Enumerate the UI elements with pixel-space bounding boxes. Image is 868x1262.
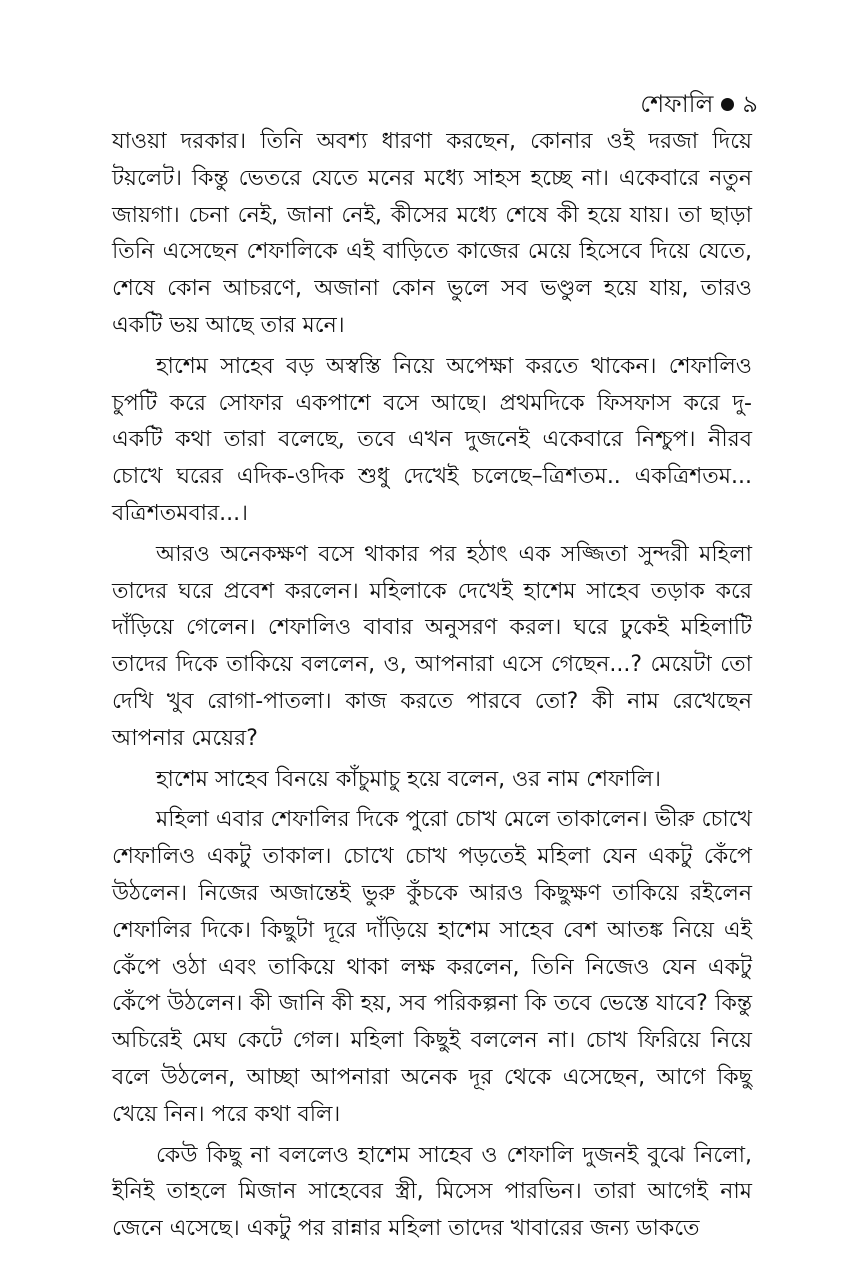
paragraph: হাশেম সাহেব বিনয়ে কাঁচুমাচু হয়ে বলেন, ওর নাম শেফালি। [156, 766, 662, 792]
body-text [112, 124, 752, 1252]
paragraph: যাওয়া দরকার। তিনি অবশ্য ধারণা করছেন, কোনার ওই দরজা দিয়ে টয়লেট। কিন্তু ভেতরে যেতে মনের মধ্যে সাহস হচ্ছে না। একেবারে নতুন জায়গা। চেনা নেই, জানা নেই, কীসের মধ্যে শেষে কী হয়ে যায়। তা ছাড়া তিনি এসেছেন শেফালিকে এই বাড়িতে কাজের মেয়ে হিসেবে দিয়ে যেতে, শেষে কোন আচরণে, অজানা কোন ভুলে সব ভণ্ডুল হয়ে যায়, তারও একটি ভয় আছে তার মনে। [112, 129, 752, 338]
paragraph: আরও অনেকক্ষণ বসে থাকার পর হঠাৎ এক সজ্জিতা সুন্দরী মহিলা তাদের ঘরে প্রবেশ করলেন। মহিলাকে দেখেই হাশেম সাহেব তড়াক করে দাঁড়িয়ে গেলেন। শেফালিও বাবার অনুসরণ করল। ঘরে ঢুকেই মহিলাটি তাদের দিকে তাকিয়ে বললেন, ও, আপনারা এসে গেছেন...? মেয়েটা তো দেখি খুব রোগা-পাতলা। কাজ করতে পারবে তো? কী নাম রেখেছেন আপনার মেয়ের? [112, 541, 752, 751]
bullet-separator [721, 98, 734, 111]
running-header [640, 88, 758, 120]
paragraph: মহিলা এবার শেফালির দিকে পুরো চোখ মেলে তাকালেন। ভীরু চোখে শেফালিও একটু তাকাল। চোখে চোখ পড়তেই মহিলা যেন একটু কেঁপে উঠলেন। নিজের অজান্তেই ভুরু কুঁচকে আরও কিছুক্ষণ তাকিয়ে রইলেন শেফালির দিকে। কিছুটা দূরে দাঁড়িয়ে হাশেম সাহেব বেশ আতঙ্ক নিয়ে এই কেঁপে ওঠা এবং তাকিয়ে থাকা লক্ষ করলেন, তিনি নিজেও যেন একটু কেঁপে উঠলেন। কী জানি কী হয়, সব পরিকল্পনা কি তবে ভেস্তে যাবে? কিন্তু অচিরেই মেঘ কেটে গেল। মহিলা কিছুই বললেন না। চোখ ফিরিয়ে নিয়ে বলে উঠলেন, আচ্ছা আপনারা অনেক দূর থেকে এসেছেন, আগে কিছু খেয়ে নিন। পরে কথা বলি। [112, 807, 752, 1127]
paragraph: কেউ কিছু না বললেও হাশেম সাহেব ও শেফালি দুজনই বুঝে নিলো, ইনিই তাহলে মিজান সাহেবের স্ত্রী, মিসেস পারভিন। তারা আগেই নাম জেনে এসেছে। একটু পর রান্নার মহিলা তাদের খাবারের জন্য ডাকতে [112, 1142, 752, 1242]
page-number: ৯ [742, 90, 758, 118]
header-title: শেফালি [640, 90, 714, 118]
paragraph: হাশেম সাহেব বড় অস্বস্তি নিয়ে অপেক্ষা করতে থাকেন। শেফালিও চুপটি করে সোফার একপাশে বসে আছে। প্রথমদিকে ফিসফাস করে দু-একটি কথা তারা বলেছে, তবে এখন দুজনেই একেবারে নিশ্চুপ। নীরব চোখে ঘরের এদিক-ওদিক শুধু দেখেই চলেছে–ত্রিশতম.. একত্রিশতম... বত্রিশতমবার...। [112, 353, 752, 526]
